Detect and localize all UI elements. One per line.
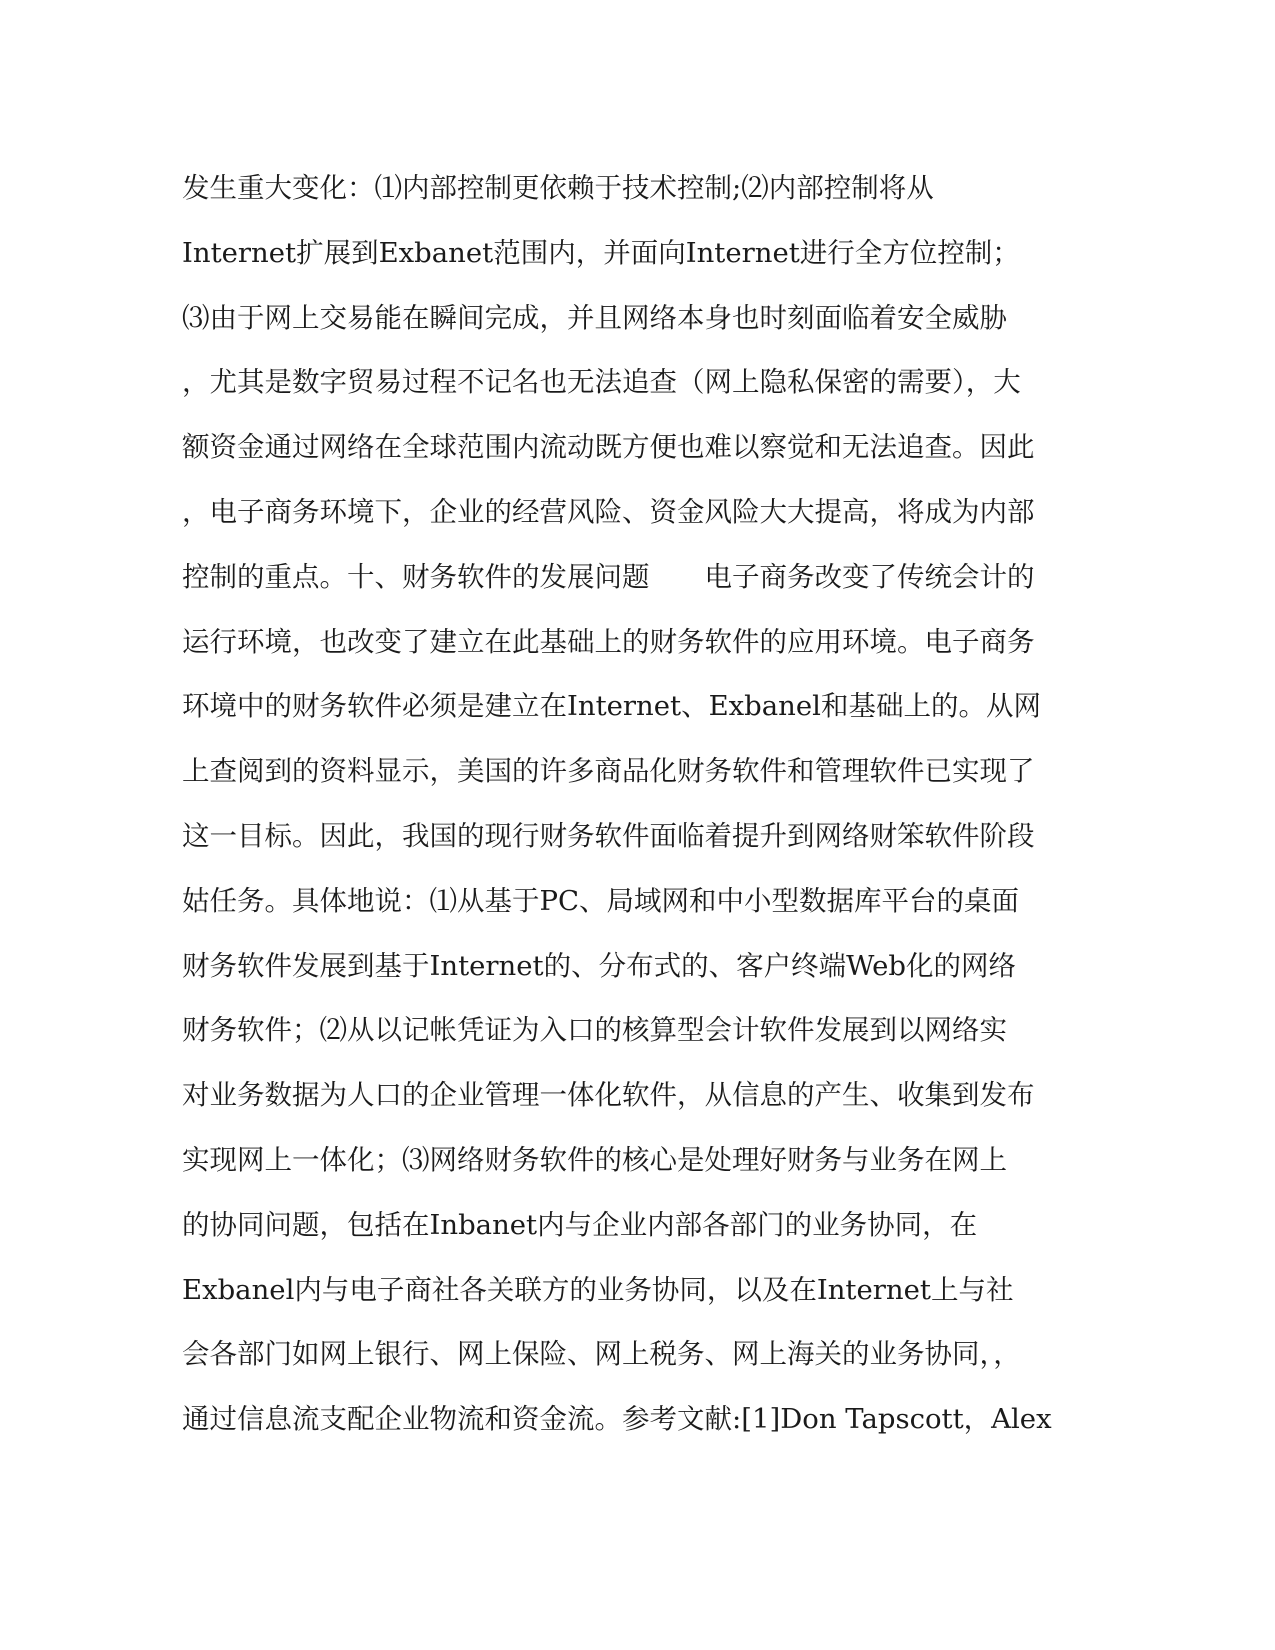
text-line: 对业务数据为人口的企业管理一体化软件，从信息的产生、收集到发布 xyxy=(182,1079,1035,1112)
body-text xyxy=(182,156,1092,1452)
text-line: 姑任务。具体地说：⑴从基于PC、局域网和中小型数据库平台的桌面 xyxy=(182,884,1020,917)
text-line: 上查阅到的资料显示，美国的许多商品化财务软件和管理软件已实现了 xyxy=(182,755,1035,788)
text-line: 环境中的财务软件必须是建立在Internet、Exbanel和基础上的。从网 xyxy=(182,690,1041,723)
text-line: 额资金通过网络在全球范围内流动既方便也难以察觉和无法追查。因此 xyxy=(182,431,1035,464)
text-line: 财务软件；⑵从以记帐凭证为入口的核算型会计软件发展到以网络实 xyxy=(182,1014,1007,1047)
text-line: 通过信息流支配企业物流和资金流。参考文献:[1]Don Tapscott，Alex xyxy=(182,1403,1052,1436)
text-line: 的协同问题，包括在Inbanet内与企业内部各部门的业务协同，在 xyxy=(182,1208,978,1241)
text-line: 会各部门如网上银行、网上保险、网上税务、网上海关的业务协同，， xyxy=(182,1338,1021,1371)
text-line: 实现网上一体化；⑶网络财务软件的核心是处理好财务与业务在网上 xyxy=(182,1143,1007,1176)
text-line: ，电子商务环境下，企业的经营风险、资金风险大大提高，将成为内部 xyxy=(182,495,1035,528)
text-line: 运行环境，也改变了建立在此基础上的财务软件的应用环境。电子商务 xyxy=(182,625,1035,658)
text-line: 控制的重点。十、财务软件的发展问题 电子商务改变了传统会计的 xyxy=(182,560,1035,593)
text-line: Internet扩展到Exbanet范围内，并面向Internet进行全方位控制； xyxy=(182,236,1020,269)
text-line: 这一目标。因此，我国的现行财务软件面临着提升到网络财笨软件阶段 xyxy=(182,819,1035,852)
text-line: Exbanel内与电子商社各关联方的业务协同，以及在Internet上与社 xyxy=(182,1273,1014,1306)
text-line: ⑶由于网上交易能在瞬间完成，并且网络本身也时刻面临着安全威胁 xyxy=(182,301,1007,334)
text-line: 发生重大变化：⑴内部控制更依赖于技术控制;⑵内部控制将从 xyxy=(182,172,934,204)
text-line: 财务软件发展到基于Internet的、分布式的、客户终端Web化的网络 xyxy=(182,949,1016,982)
text-line: ，尤其是数字贸易过程不记名也无法追查（网上隐私保密的需要），大 xyxy=(182,366,1021,399)
